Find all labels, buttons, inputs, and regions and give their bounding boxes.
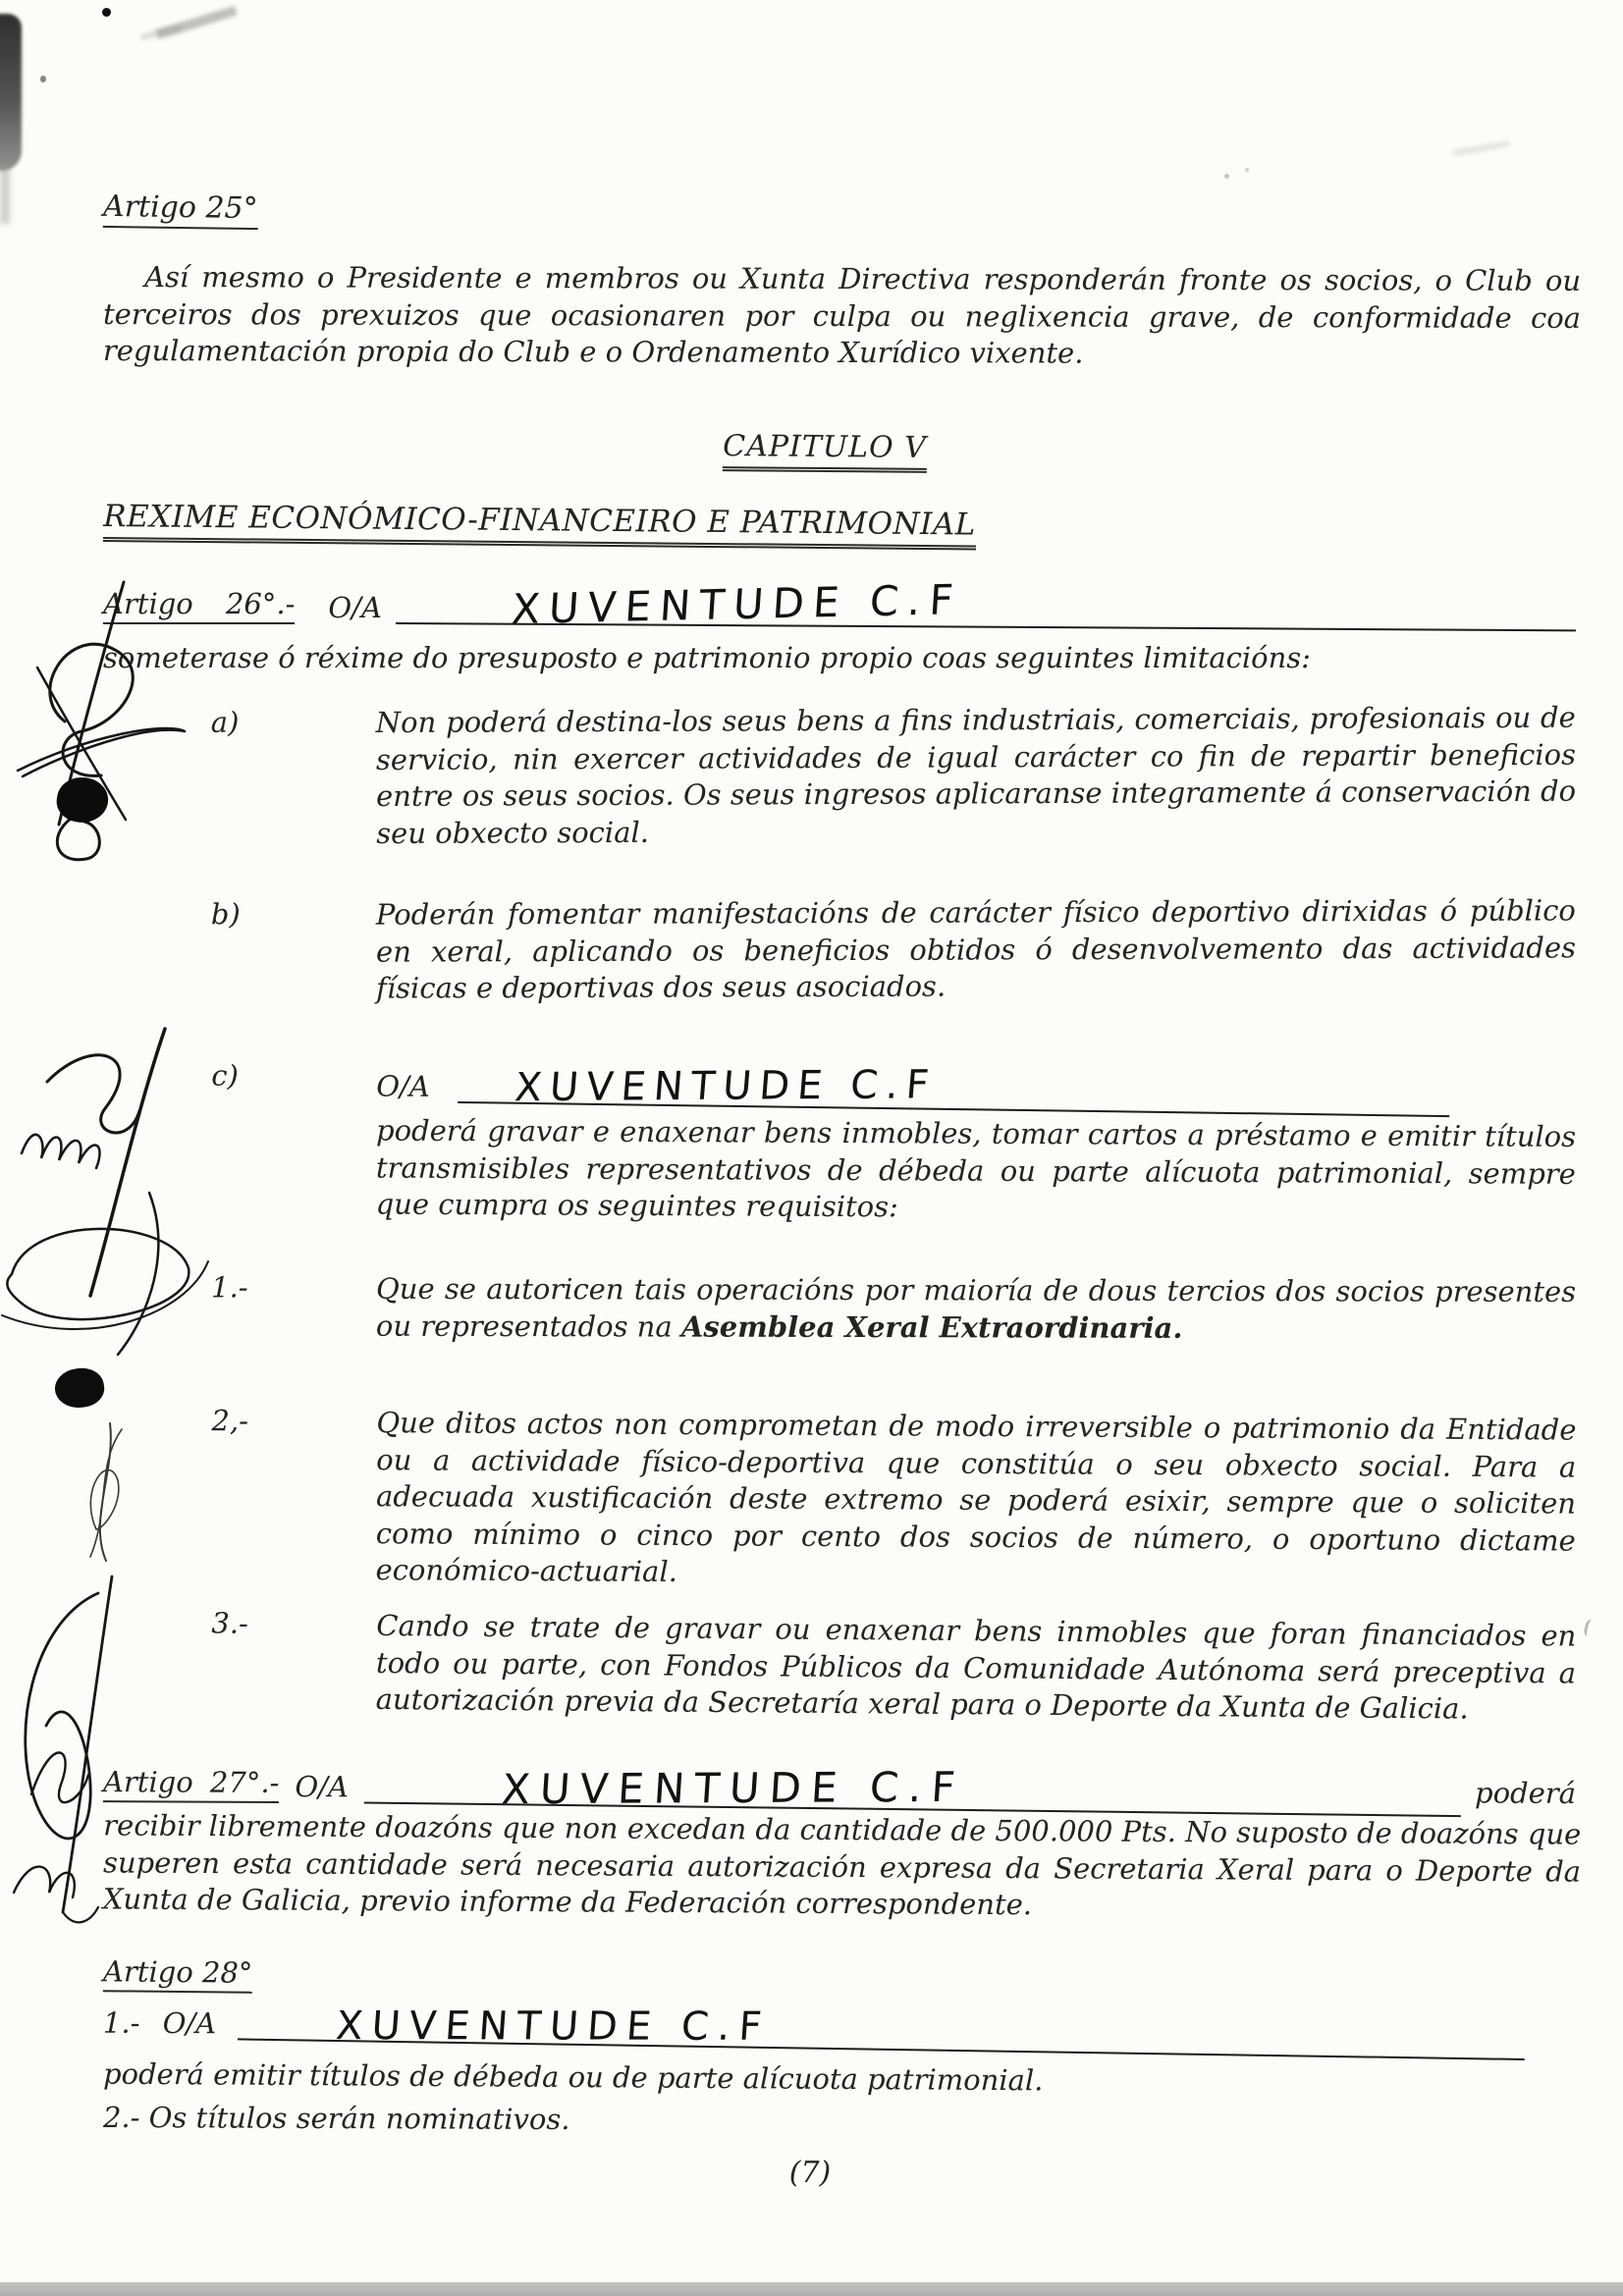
clause-b-text: Poderán fomentar manifestacións de carácter físico deportivo dirixidas ó público en xeral, aplicando os beneficios obtidos ó desenvolvemento das actividades físicas e deportivas dos seus asociados.: [375, 893, 1577, 1005]
artigo-27-body: recibir libremente doazóns que non excedan da cantidade de 500.000 Pts. No suposto de doazóns que superen esta cantidade será necesaria autorización expresa da Secretaria Xeral para o Deporte da Xunta de Galicia, previo informe da Federación correspondente.: [102, 1808, 1582, 1922]
requirement-1-marker: 1.-: [211, 1270, 248, 1305]
scan-bottom-edge: [0, 2282, 1623, 2296]
requirement-3-marker: 3.-: [211, 1606, 248, 1640]
artigo-27-blank-line: [364, 1760, 1462, 1817]
artigo-27-line-end: poderá: [1474, 1776, 1577, 1810]
artigo-26-handwritten-club-name: XUVENTUDE C.F: [510, 575, 964, 634]
artigo-26-oa-label: O/A: [328, 591, 382, 624]
clause-c-handwritten-club-name: XUVENTUDE C.F: [513, 1062, 939, 1111]
clause-c-fill-line: [376, 1060, 1576, 1109]
artigo-28-heading-text: Artigo 28°: [103, 1954, 253, 1994]
clause-c-content: [376, 1060, 1577, 1230]
clause-a-text: Non poderá destina-los seus bens a fins industriais, comerciais, profesionais ou de servicio, nin exercer actividades de igual carácter co fin de repartir beneficios entre os seus socios. Os seus ingresos aplicaranse integramente á conservación do seu obxecto social.: [375, 700, 1577, 850]
margin-mark: [1583, 1619, 1599, 1639]
artigo-25-heading: [103, 189, 258, 230]
capitulo-heading-text: CAPITULO V: [723, 429, 927, 470]
artigo-27-row: [102, 1759, 1577, 1814]
ink-speck: [40, 76, 46, 82]
faint-streak: [1453, 140, 1510, 156]
artigo-25-heading-text: Artigo 25°: [103, 189, 258, 230]
scan-edge-smudge-fade: [0, 165, 10, 224]
clause-c-text: poderá gravar e enaxenar bens inmobles, tomar cartos a préstamo e emitir títulos transmisibles representativos de débeda ou parte alícuota patrimonial, sempre que cumpra os seguintes requisitos:: [375, 1113, 1577, 1224]
artigo-26-intro: someterase ó réxime do presuposto e patrimonio propio coas seguintes limitacións:: [103, 641, 1311, 674]
ink-dot: [102, 8, 111, 17]
artigo-25-body: Así mesmo o Presidente e membros ou Xunta Directiva responderán fronte os socios, o Club ou terceiros dos prexuizos que ocasionaren por culpa ou neglixencia grave, de conformidade coa regulamentación propia do Club e o Ordenamento Xurídico vixente.: [102, 260, 1582, 370]
requirement-3: [103, 1605, 1577, 1729]
artigo-27-handwritten-club-name: XUVENTUDE C.F: [500, 1762, 967, 1814]
faint-speck: [1245, 168, 1249, 172]
artigo-27-label: Artigo 27°.-: [103, 1765, 280, 1803]
section-underline: [103, 499, 976, 551]
requirement-1-text-bold: Asemblea Xeral Extraordinaria.: [680, 1309, 1183, 1345]
requirement-1-text: [376, 1271, 1576, 1348]
page-number: (7): [788, 2156, 832, 2190]
scan-edge-smudge: [0, 14, 22, 171]
artigo-27-oa-label: O/A: [295, 1770, 349, 1804]
requirement-2-text: Que ditos actos non comprometan de modo irreversible o patrimonio da Entidade ou a actividade físico-deportiva que constitúa o seu obxecto social. Para a adecuada xustificación deste extremo se poderá esixir, sempre que o soliciten como mínimo o cinco por cento dos socios de número, o oportuno dictame económico-actuarial.: [375, 1406, 1577, 1588]
requirement-2: [102, 1403, 1576, 1596]
clause-b: [103, 892, 1576, 1008]
capitulo-heading: [609, 428, 1041, 474]
requirement-3-text: Cando se trate de gravar ou enaxenar bens inmobles que foran financiados en todo ou parte, con Fondos Públicos da Comunidade Autónoma será preceptiva a autorización previa da Secretaría xeral para o Deporte da Xunta de Galicia.: [375, 1608, 1577, 1726]
artigo-26-row: [103, 575, 1576, 634]
clause-a: [103, 700, 1577, 854]
artigo-28-heading: [103, 1954, 253, 1994]
artigo-28-item2: 2.- Os títulos serán nominativos.: [102, 2100, 570, 2137]
ink-blob: [52, 1365, 106, 1412]
section-heading: [103, 499, 976, 551]
pencil-smudge: [155, 6, 237, 39]
requirement-1: [103, 1270, 1576, 1348]
artigo-28-item1-row: [103, 1997, 1525, 2049]
artigo-28-item1-prefix: 1.- O/A: [102, 2005, 217, 2041]
capitulo-underline: [723, 429, 927, 473]
requirement-2-marker: 2,-: [211, 1404, 249, 1438]
requirement-1-text-normal: Que se autoricen tais operacións por maioría de dous tercios dos socios presentes ou representados na: [375, 1271, 1577, 1344]
clause-c-blank-line: [458, 1060, 1450, 1117]
faint-speck: [1224, 174, 1229, 179]
artigo-28-blank-line: [238, 1997, 1525, 2060]
artigo-28-handwritten-club-name: XUVENTUDE C.F: [334, 2003, 773, 2050]
artigo-26-blank-line: [396, 575, 1576, 634]
artigo-28-item1-body: poderá emitir títulos de débeda ou de parte alícuota patrimonial.: [102, 2056, 1044, 2098]
clause-b-marker: b): [210, 897, 241, 932]
clause-c: [103, 1058, 1577, 1229]
clause-a-marker: a): [210, 705, 240, 739]
clause-c-marker: c): [211, 1058, 240, 1093]
section-heading-text: REXIME ECONÓMICO-FINANCEIRO E PATRIMONIAL: [103, 499, 976, 548]
clause-c-oa-label: O/A: [376, 1069, 430, 1103]
artigo-26-label: Artigo 26°.-: [103, 587, 295, 624]
